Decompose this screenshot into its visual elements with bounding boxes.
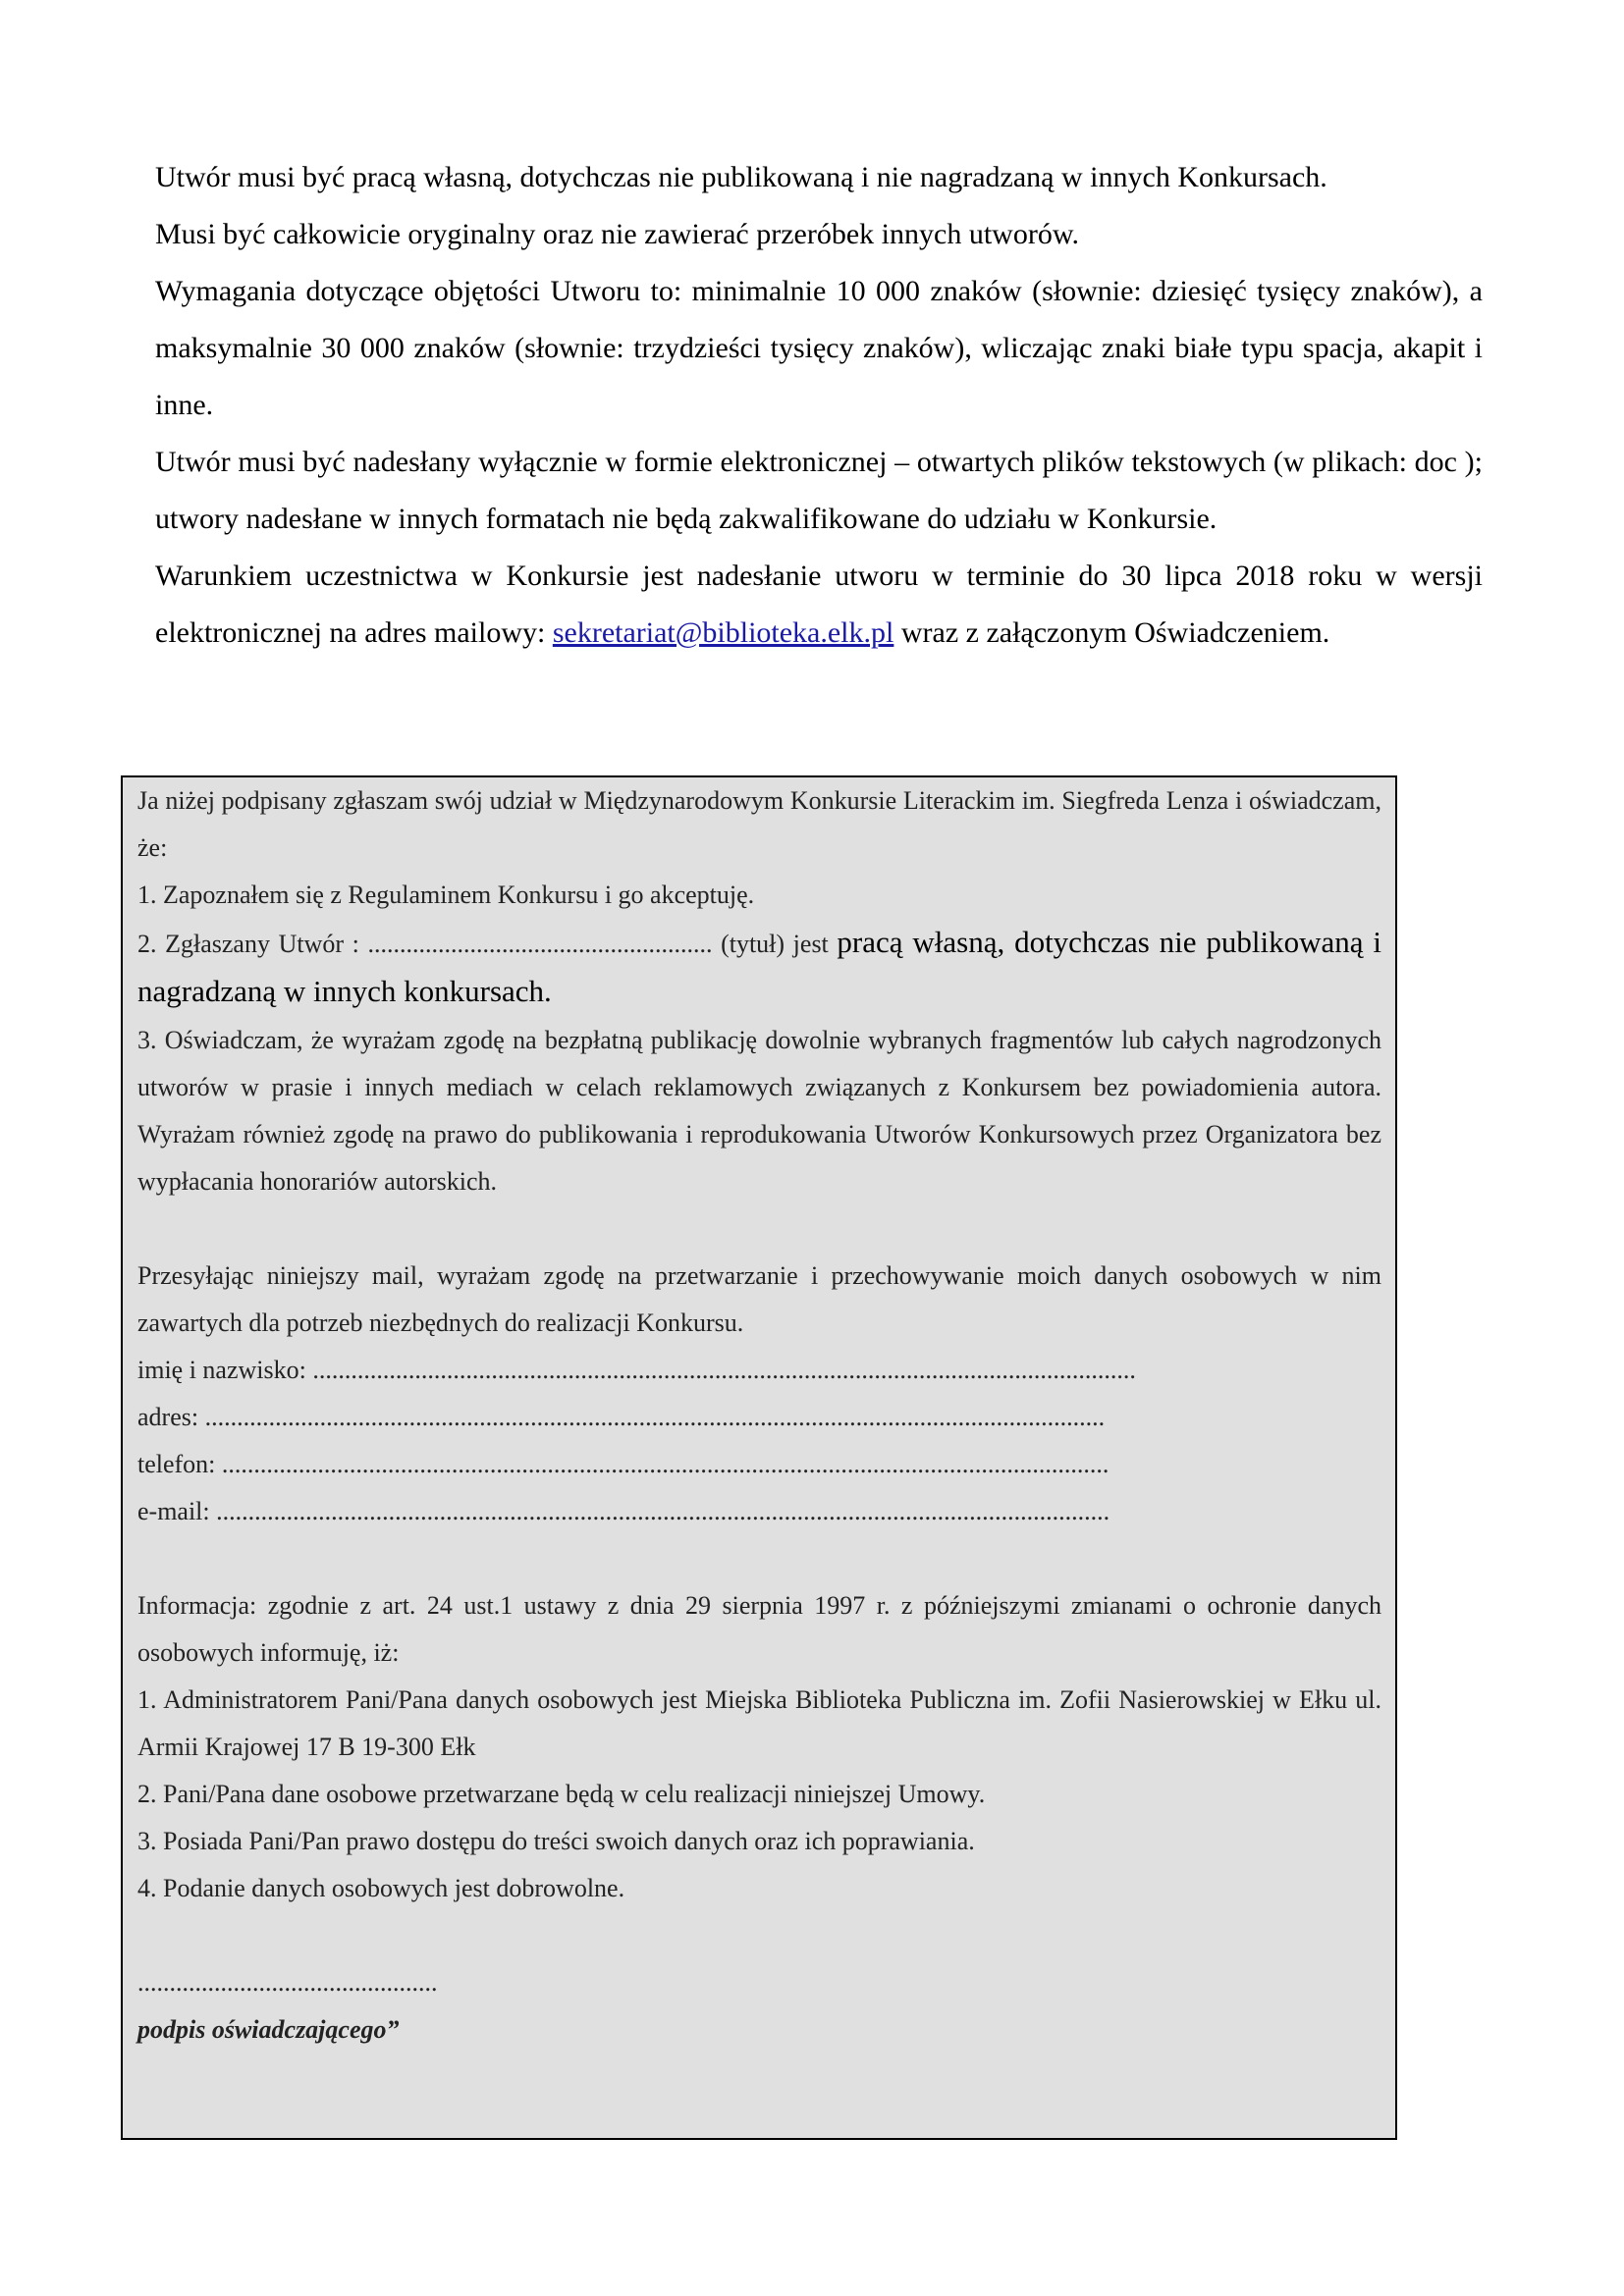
declaration-item-2-statement: pracą własną, dotychczas nie publikowaną i nagradzaną w innych konkursach. — [137, 925, 1381, 1008]
declaration-item-3: 3. Oświadczam, że wyrażam zgodę na bezpłatną publikację dowolnie wybranych fragmentów lub całych nagrodzonych utworów w prasie i innych mediach w celach reklamowych związanych z Konkursem bez powiadomienia autora. Wyrażam również zgodę na prawo do publikowania i reprodukowania Utworów Konkursowych przez Organizatora bez wypłacania honorariów autorskich. — [137, 1026, 1381, 1196]
declaration-intro: Ja niżej podpisany zgłaszam swój udział w Międzynarodowym Konkursie Literackim im. Siegfreda Lenza i oświadczam, że: — [137, 786, 1381, 862]
declaration-item-1: 1. Zapoznałem się z Regulaminem Konkursu i go akceptuję. — [137, 881, 755, 909]
email-field[interactable]: e-mail: ............................................................................................................................................ — [137, 1497, 1110, 1525]
phone-field[interactable]: telefon: ........................................................................................................................................... — [137, 1450, 1110, 1478]
signature-label: podpis oświadczającego” — [137, 2015, 400, 2044]
submission-text: Warunkiem uczestnictwa w Konkursie jest nadesłanie utworu w terminie do 30 lipca 2018 roku w wersji elektronicznej na adres mailowy: — [155, 560, 1483, 649]
declaration-item-2 — [137, 919, 1381, 1017]
privacy-info-intro: Informacja: zgodnie z art. 24 ust.1 ustawy z dnia 29 sierpnia 1997 r. z późniejszymi zmianami o ochronie danych osobowych informuję, iż: — [137, 1591, 1381, 1667]
email-link[interactable]: sekretariat@biblioteka.elk.pl — [552, 616, 894, 649]
intro-paragraph-original-work: Utwór musi być pracą własną, dotychczas nie publikowaną i nie nagradzaną w innych Konkursach. — [155, 161, 1327, 193]
name-field[interactable]: imię i nazwisko: ................................................................................................................................. — [137, 1356, 1136, 1384]
intro-paragraph-originality: Musi być całkowicie oryginalny oraz nie zawierać przeróbek innych utworów. — [155, 218, 1080, 250]
signature-line[interactable]: ............................................... — [137, 1968, 438, 1997]
declaration-item-2-title: 2. Zgłaszany Utwór : ...................................................... (tytuł) jest — [137, 930, 838, 958]
privacy-info-item-1: 1. Administratorem Pani/Pana danych osobowych jest Miejska Biblioteka Publiczna im. Zofii Nasierowskiej w Ełku ul. Armii Krajowej 17 B 19-300 Ełk — [137, 1685, 1381, 1761]
intro-paragraph-submission — [155, 548, 1483, 662]
intro-paragraph-length-requirements: Wymagania dotyczące objętości Utworu to: minimalnie 10 000 znaków (słownie: dziesięć tysięcy znaków), a maksymalnie 30 000 znaków (słownie: trzydzieści tysięcy znaków), wliczając znaki białe typu spacja, akapit i inne. — [155, 275, 1483, 421]
address-field[interactable]: adres: ............................................................................................................................................. — [137, 1403, 1106, 1431]
privacy-info-item-2: 2. Pani/Pana dane osobowe przetwarzane będą w celu realizacji niniejszej Umowy. — [137, 1780, 986, 1808]
submission-text-end: wraz z załączonym Oświadczeniem. — [893, 616, 1330, 649]
intro-paragraph-file-format: Utwór musi być nadesłany wyłącznie w formie elektronicznej – otwartych plików tekstowych (w plikach: doc ); utwory nadesłane w innych formatach nie będą zakwalifikowane do udziału w Konkursie. — [155, 446, 1483, 535]
privacy-info-item-4: 4. Podanie danych osobowych jest dobrowolne. — [137, 1874, 625, 1902]
intro-section — [155, 149, 1483, 662]
declaration-box — [121, 775, 1397, 2140]
consent-statement: Przesyłając niniejszy mail, wyrażam zgodę na przetwarzanie i przechowywanie moich danych osobowych w nim zawartych dla potrzeb niezbędnych do realizacji Konkursu. — [137, 1261, 1381, 1337]
privacy-info-item-3: 3. Posiada Pani/Pan prawo dostępu do treści swoich danych oraz ich poprawiania. — [137, 1827, 975, 1855]
